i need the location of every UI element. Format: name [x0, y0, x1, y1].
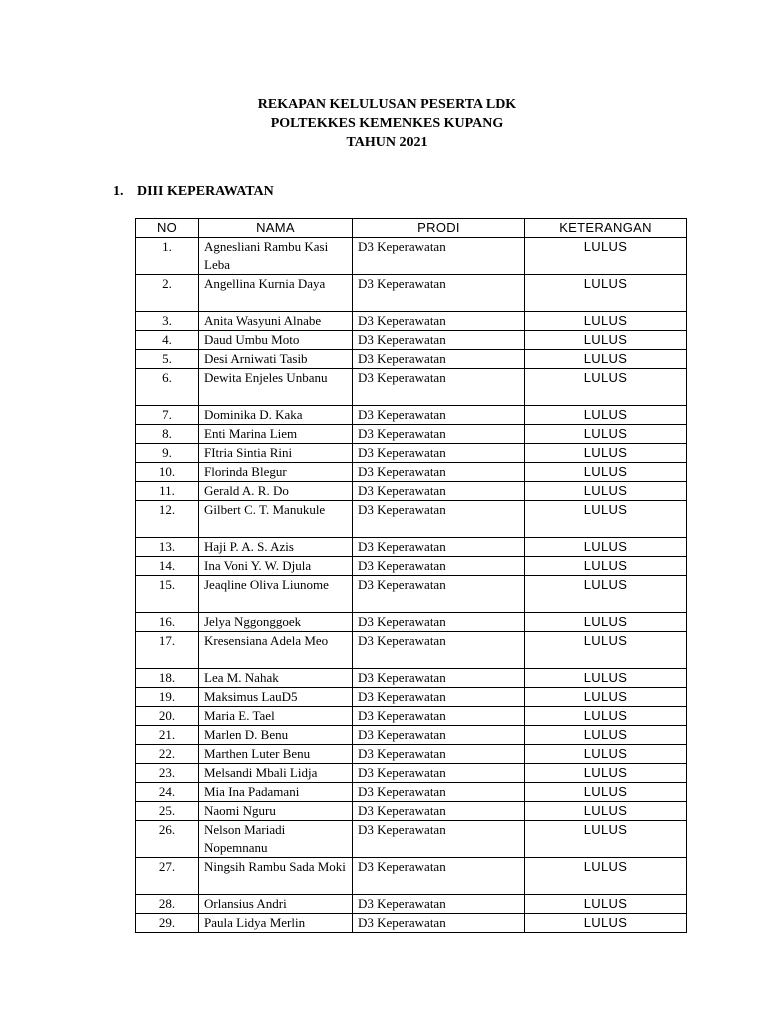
row-keterangan: LULUS	[525, 858, 687, 895]
title-line-1: REKAPAN KELULUSAN PESERTA LDK	[257, 97, 517, 112]
row-prodi: D3 Keperawatan	[353, 312, 525, 331]
row-prodi: D3 Keperawatan	[353, 350, 525, 369]
row-keterangan: LULUS	[525, 745, 687, 764]
table-row	[136, 275, 687, 312]
header-nama: NAMA	[199, 219, 353, 238]
header-no: NO	[136, 219, 199, 238]
row-prodi: D3 Keperawatan	[353, 501, 525, 538]
row-prodi: D3 Keperawatan	[353, 764, 525, 783]
header-prodi: PRODI	[353, 219, 525, 238]
row-nama: Kresensiana Adela Meo	[199, 632, 353, 669]
row-no: 24.	[136, 783, 199, 802]
row-nama: Jeaqline Oliva Liunome	[199, 576, 353, 613]
row-nama: Florinda Blegur	[199, 463, 353, 482]
section-title: DIII KEPERAWATAN	[137, 184, 274, 199]
row-nama: FItria Sintia Rini	[199, 444, 353, 463]
table-row	[136, 707, 687, 726]
row-no: 27.	[136, 858, 199, 895]
row-nama: Naomi Nguru	[199, 802, 353, 821]
table-row	[136, 312, 687, 331]
row-nama: Melsandi Mbali Lidja	[199, 764, 353, 783]
row-nama: Lea M. Nahak	[199, 669, 353, 688]
row-no: 22.	[136, 745, 199, 764]
row-prodi: D3 Keperawatan	[353, 669, 525, 688]
row-nama: Angellina Kurnia Daya	[199, 275, 353, 312]
row-keterangan: LULUS	[525, 425, 687, 444]
row-no: 17.	[136, 632, 199, 669]
row-nama: Paula Lidya Merlin	[199, 914, 353, 933]
table-row	[136, 669, 687, 688]
table-row	[136, 764, 687, 783]
row-nama: Ina Voni Y. W. Djula	[199, 557, 353, 576]
row-nama: Anita Wasyuni Alnabe	[199, 312, 353, 331]
table-header-row	[136, 219, 687, 238]
table-row	[136, 726, 687, 745]
row-keterangan: LULUS	[525, 482, 687, 501]
row-prodi: D3 Keperawatan	[353, 238, 525, 275]
row-nama: Dominika D. Kaka	[199, 406, 353, 425]
section-number: 1.	[113, 184, 124, 199]
row-nama: Orlansius Andri	[199, 895, 353, 914]
row-keterangan: LULUS	[525, 802, 687, 821]
row-keterangan: LULUS	[525, 463, 687, 482]
table-row	[136, 331, 687, 350]
row-no: 25.	[136, 802, 199, 821]
row-keterangan: LULUS	[525, 538, 687, 557]
row-nama: Mia Ina Padamani	[199, 783, 353, 802]
table-row	[136, 783, 687, 802]
row-nama: Ningsih Rambu Sada Moki	[199, 858, 353, 895]
row-keterangan: LULUS	[525, 369, 687, 406]
row-no: 6.	[136, 369, 199, 406]
row-prodi: D3 Keperawatan	[353, 613, 525, 632]
table-row	[136, 369, 687, 406]
row-no: 26.	[136, 821, 199, 858]
row-nama: Jelya Nggonggoek	[199, 613, 353, 632]
row-no: 21.	[136, 726, 199, 745]
row-nama: Agnesliani Rambu Kasi Leba	[199, 238, 353, 275]
row-prodi: D3 Keperawatan	[353, 557, 525, 576]
row-nama: Gerald A. R. Do	[199, 482, 353, 501]
document-heading	[0, 95, 768, 152]
row-prodi: D3 Keperawatan	[353, 444, 525, 463]
row-no: 3.	[136, 312, 199, 331]
table-row	[136, 632, 687, 669]
table-row	[136, 406, 687, 425]
row-keterangan: LULUS	[525, 688, 687, 707]
row-no: 16.	[136, 613, 199, 632]
row-keterangan: LULUS	[525, 669, 687, 688]
row-prodi: D3 Keperawatan	[353, 914, 525, 933]
row-nama: Maksimus LauD5	[199, 688, 353, 707]
table-row	[136, 576, 687, 613]
row-no: 19.	[136, 688, 199, 707]
table-row	[136, 914, 687, 933]
title-line-2: POLTEKKES KEMENKES KUPANG	[270, 116, 504, 131]
row-keterangan: LULUS	[525, 238, 687, 275]
row-prodi: D3 Keperawatan	[353, 369, 525, 406]
row-prodi: D3 Keperawatan	[353, 726, 525, 745]
row-no: 11.	[136, 482, 199, 501]
row-prodi: D3 Keperawatan	[353, 538, 525, 557]
table-row	[136, 444, 687, 463]
row-prodi: D3 Keperawatan	[353, 783, 525, 802]
row-keterangan: LULUS	[525, 557, 687, 576]
row-prodi: D3 Keperawatan	[353, 576, 525, 613]
table-row	[136, 538, 687, 557]
row-nama: Nelson Mariadi Nopemnanu	[199, 821, 353, 858]
row-keterangan: LULUS	[525, 350, 687, 369]
row-prodi: D3 Keperawatan	[353, 821, 525, 858]
table-row	[136, 501, 687, 538]
row-prodi: D3 Keperawatan	[353, 632, 525, 669]
row-no: 9.	[136, 444, 199, 463]
row-prodi: D3 Keperawatan	[353, 688, 525, 707]
row-keterangan: LULUS	[525, 576, 687, 613]
row-prodi: D3 Keperawatan	[353, 463, 525, 482]
table-row	[136, 745, 687, 764]
table-row	[136, 557, 687, 576]
row-no: 20.	[136, 707, 199, 726]
row-no: 4.	[136, 331, 199, 350]
row-no: 13.	[136, 538, 199, 557]
row-no: 29.	[136, 914, 199, 933]
table-row	[136, 350, 687, 369]
row-nama: Maria E. Tael	[199, 707, 353, 726]
row-no: 12.	[136, 501, 199, 538]
table-row	[136, 802, 687, 821]
row-keterangan: LULUS	[525, 501, 687, 538]
row-keterangan: LULUS	[525, 275, 687, 312]
row-prodi: D3 Keperawatan	[353, 745, 525, 764]
row-nama: Dewita Enjeles Unbanu	[199, 369, 353, 406]
row-keterangan: LULUS	[525, 632, 687, 669]
row-no: 7.	[136, 406, 199, 425]
row-prodi: D3 Keperawatan	[353, 802, 525, 821]
row-keterangan: LULUS	[525, 914, 687, 933]
table-row	[136, 895, 687, 914]
row-keterangan: LULUS	[525, 821, 687, 858]
section-heading	[113, 182, 274, 201]
table-row	[136, 858, 687, 895]
table-row	[136, 463, 687, 482]
table-row	[136, 482, 687, 501]
row-prodi: D3 Keperawatan	[353, 275, 525, 312]
row-no: 8.	[136, 425, 199, 444]
title-line-3: TAHUN 2021	[346, 135, 428, 150]
row-no: 1.	[136, 238, 199, 275]
row-keterangan: LULUS	[525, 331, 687, 350]
row-keterangan: LULUS	[525, 783, 687, 802]
row-no: 28.	[136, 895, 199, 914]
table-row	[136, 821, 687, 858]
row-nama: Marlen D. Benu	[199, 726, 353, 745]
table-row	[136, 425, 687, 444]
table-row	[136, 613, 687, 632]
row-prodi: D3 Keperawatan	[353, 858, 525, 895]
row-keterangan: LULUS	[525, 406, 687, 425]
row-keterangan: LULUS	[525, 726, 687, 745]
table-row	[136, 688, 687, 707]
row-no: 18.	[136, 669, 199, 688]
row-no: 14.	[136, 557, 199, 576]
row-keterangan: LULUS	[525, 444, 687, 463]
row-keterangan: LULUS	[525, 764, 687, 783]
row-prodi: D3 Keperawatan	[353, 895, 525, 914]
row-no: 23.	[136, 764, 199, 783]
row-keterangan: LULUS	[525, 895, 687, 914]
table-body	[136, 238, 687, 933]
row-nama: Daud Umbu Moto	[199, 331, 353, 350]
row-keterangan: LULUS	[525, 312, 687, 331]
row-prodi: D3 Keperawatan	[353, 406, 525, 425]
row-keterangan: LULUS	[525, 707, 687, 726]
row-nama: Gilbert C. T. Manukule	[199, 501, 353, 538]
row-nama: Enti Marina Liem	[199, 425, 353, 444]
row-no: 15.	[136, 576, 199, 613]
row-prodi: D3 Keperawatan	[353, 707, 525, 726]
row-prodi: D3 Keperawatan	[353, 482, 525, 501]
row-no: 2.	[136, 275, 199, 312]
row-nama: Marthen Luter Benu	[199, 745, 353, 764]
row-no: 5.	[136, 350, 199, 369]
header-keterangan: KETERANGAN	[525, 219, 687, 238]
row-nama: Desi Arniwati Tasib	[199, 350, 353, 369]
graduation-table	[135, 218, 687, 933]
row-keterangan: LULUS	[525, 613, 687, 632]
row-no: 10.	[136, 463, 199, 482]
row-prodi: D3 Keperawatan	[353, 331, 525, 350]
row-prodi: D3 Keperawatan	[353, 425, 525, 444]
row-nama: Haji P. A. S. Azis	[199, 538, 353, 557]
table-row	[136, 238, 687, 275]
